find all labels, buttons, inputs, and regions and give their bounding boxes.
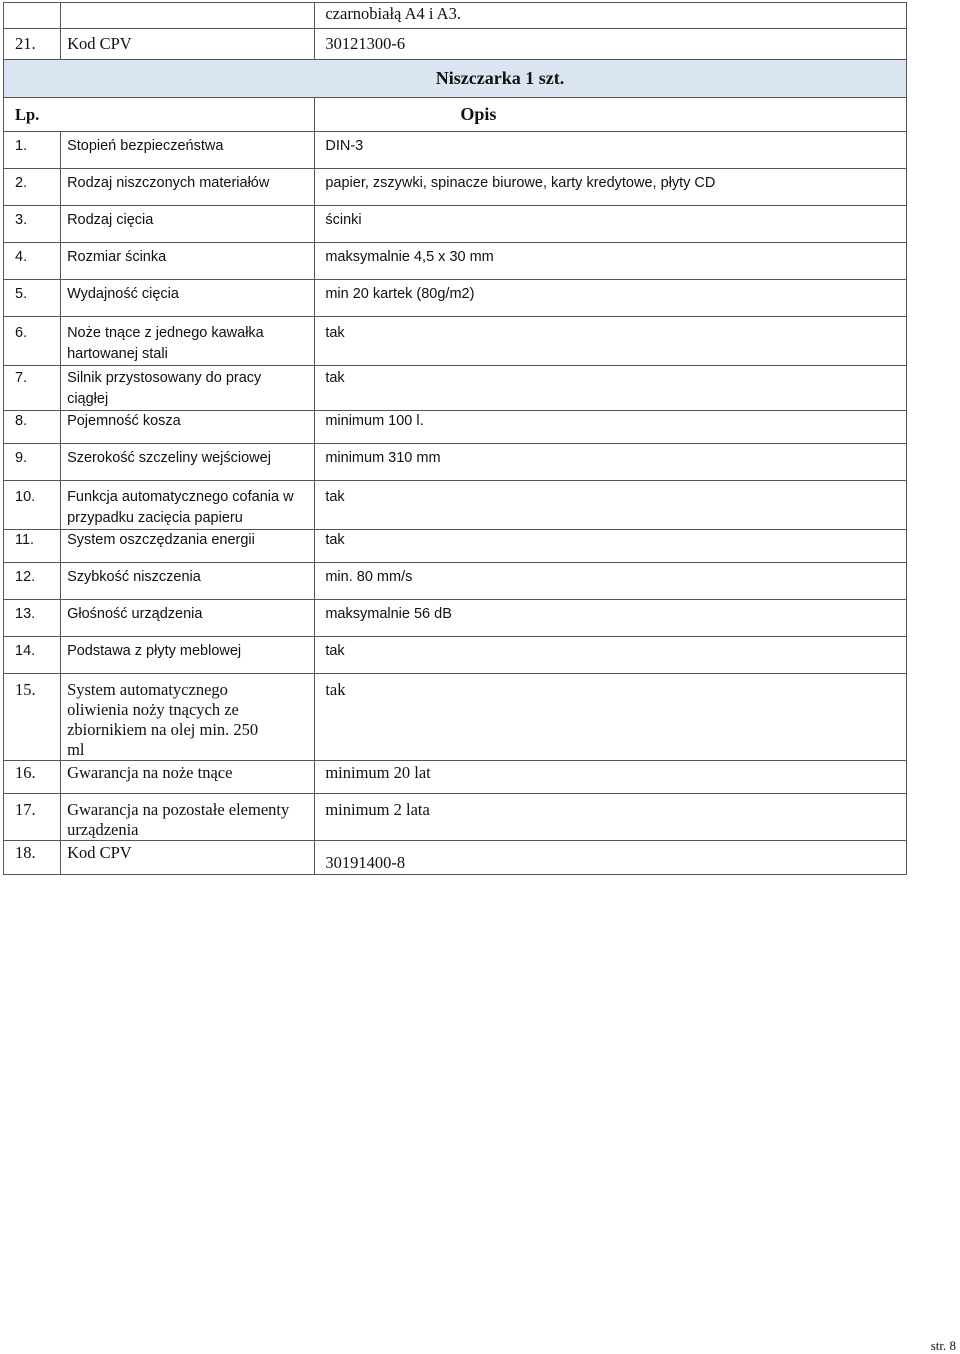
table-row	[4, 530, 907, 563]
lp-cell: 5.	[4, 280, 61, 317]
name-cell: Głośność urządzenia	[61, 600, 315, 637]
value-cell: ścinki	[315, 206, 907, 243]
header-row	[4, 98, 907, 132]
name-cell: Noże tnące z jednego kawałka hartowanej stali	[61, 317, 315, 366]
continuation-text: czarnobiałą A4 i A3.	[315, 3, 907, 29]
lp-cell: 2.	[4, 169, 61, 206]
table-row	[4, 169, 907, 206]
table-row	[4, 637, 907, 674]
value-cell: min 20 kartek (80g/m2)	[315, 280, 907, 317]
value-cell: tak	[315, 530, 907, 563]
lp-cell: 8.	[4, 411, 61, 444]
table-row	[4, 600, 907, 637]
name-cell: Podstawa z płyty meblowej	[61, 637, 315, 674]
value-cell: tak	[315, 317, 907, 366]
lp-cell: 1.	[4, 132, 61, 169]
name-cell: Szybkość niszczenia	[61, 563, 315, 600]
value-cell: minimum 310 mm	[315, 444, 907, 481]
lp-cell: 9.	[4, 444, 61, 481]
value-cell: tak	[315, 366, 907, 411]
value-cell: 30191400-8	[315, 841, 907, 875]
table-row	[4, 444, 907, 481]
value-cell: DIN-3	[315, 132, 907, 169]
value-cell: maksymalnie 4,5 x 30 mm	[315, 243, 907, 280]
lp-cell: 13.	[4, 600, 61, 637]
value-cell: minimum 20 lat	[315, 761, 907, 794]
lp-cell: 14.	[4, 637, 61, 674]
lp-cell: 15.	[4, 674, 61, 761]
value-cell: tak	[315, 481, 907, 530]
name-cell: Rodzaj cięcia	[61, 206, 315, 243]
name-cell: Funkcja automatycznego cofania w przypadku zacięcia papieru	[61, 481, 315, 530]
lp-cell	[4, 3, 61, 29]
value-cell: tak	[315, 674, 907, 761]
name-cell: Kod CPV	[61, 29, 315, 60]
name-cell: Rodzaj niszczonych materiałów	[61, 169, 315, 206]
name-cell: Kod CPV	[61, 841, 315, 875]
header-opis: Opis	[315, 98, 907, 132]
lp-cell: 10.	[4, 481, 61, 530]
name-cell	[61, 3, 315, 29]
table-row	[4, 206, 907, 243]
value-cell: papier, zszywki, spinacze biurowe, karty kredytowe, płyty CD	[315, 169, 907, 206]
lp-cell: 7.	[4, 366, 61, 411]
lp-cell: 12.	[4, 563, 61, 600]
table-row	[4, 366, 907, 411]
name-cell: Szerokość szczeliny wejściowej	[61, 444, 315, 481]
name-cell: System oszczędzania energii	[61, 530, 315, 563]
table-row	[4, 243, 907, 280]
lp-cell: 17.	[4, 794, 61, 841]
table-row	[4, 841, 907, 875]
table-row	[4, 317, 907, 366]
value-cell: maksymalnie 56 dB	[315, 600, 907, 637]
value-cell: minimum 2 lata	[315, 794, 907, 841]
value-cell: 30121300-6	[315, 29, 907, 60]
lp-cell: 11.	[4, 530, 61, 563]
header-lp: Lp.	[4, 98, 315, 132]
section-title-row	[4, 60, 907, 98]
table-row	[4, 674, 907, 761]
lp-cell: 4.	[4, 243, 61, 280]
value-cell: tak	[315, 637, 907, 674]
name-cell: Rozmiar ścinka	[61, 243, 315, 280]
value-cell: min. 80 mm/s	[315, 563, 907, 600]
table-row	[4, 761, 907, 794]
name-cell: Gwarancja na noże tnące	[61, 761, 315, 794]
name-cell: Silnik przystosowany do pracy ciągłej	[61, 366, 315, 411]
specification-table	[3, 2, 907, 875]
lp-cell: 21.	[4, 29, 61, 60]
value-cell: minimum 100 l.	[315, 411, 907, 444]
name-cell: Wydajność cięcia	[61, 280, 315, 317]
name-cell: Stopień bezpieczeństwa	[61, 132, 315, 169]
name-cell: Gwarancja na pozostałe elementy urządzenia	[61, 794, 315, 841]
name-cell: Pojemność kosza	[61, 411, 315, 444]
table-row	[4, 481, 907, 530]
name-cell: System automatycznego oliwienia noży tnących ze zbiornikiem na olej min. 250 ml	[61, 674, 315, 761]
table-row	[4, 563, 907, 600]
page-number: str. 8	[930, 1338, 956, 1353]
lp-cell: 18.	[4, 841, 61, 875]
table-row	[4, 411, 907, 444]
table-row	[4, 132, 907, 169]
lp-cell: 6.	[4, 317, 61, 366]
table-row-21	[4, 29, 907, 60]
table-row	[4, 280, 907, 317]
lp-cell: 16.	[4, 761, 61, 794]
section-title: Niszczarka 1 szt.	[4, 60, 907, 98]
continuation-row	[4, 3, 907, 29]
table-row	[4, 794, 907, 841]
lp-cell: 3.	[4, 206, 61, 243]
